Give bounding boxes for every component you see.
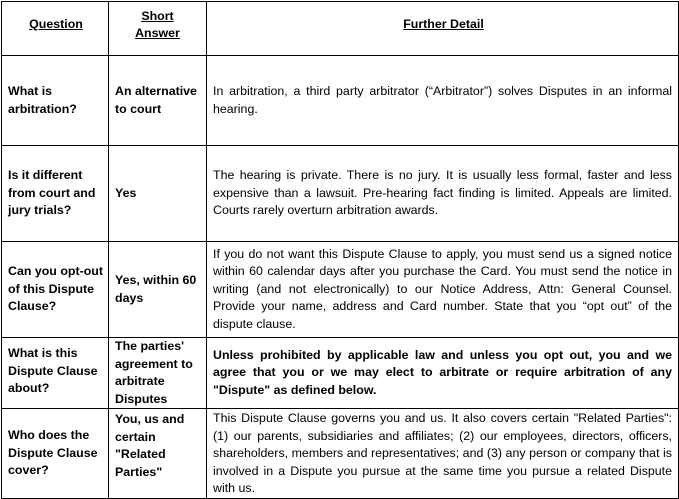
- table-row: [2, 242, 679, 338]
- dispute-clause-faq-table: [1, 1, 679, 499]
- question-cell: Who does the Dispute Clause cover?: [2, 409, 109, 499]
- short-answer-cell: An alternative to court: [109, 56, 207, 146]
- question-cell: Can you opt-out of this Dispute Clause?: [2, 242, 109, 338]
- table-row: [2, 409, 679, 499]
- header-question: Question: [2, 2, 109, 56]
- header-further-detail: Further Detail: [207, 2, 679, 56]
- short-answer-cell: You, us and certain "Related Parties": [109, 409, 207, 499]
- short-answer-cell: The parties' agreement to arbitrate Disputes: [109, 338, 207, 409]
- faq-table-container: [1, 1, 679, 499]
- question-cell: What is this Dispute Clause about?: [2, 338, 109, 409]
- header-row: [2, 2, 679, 56]
- question-cell: Is it different from court and jury trials?: [2, 146, 109, 242]
- detail-cell: This Dispute Clause governs you and us. It also covers certain "Related Parties": (1) our parents, subsidiaries and affiliates; (2) our employees, directors, officers, shareholders, members and representatives; and (3) any person or company that is involved in a Dispute you pursue at the same time you pursue a related Dispute with us.: [207, 409, 679, 499]
- table-row: [2, 56, 679, 146]
- header-short-answer: Short Answer: [109, 2, 207, 56]
- table-row: [2, 146, 679, 242]
- short-answer-cell: Yes, within 60 days: [109, 242, 207, 338]
- question-cell: What is arbitration?: [2, 56, 109, 146]
- detail-cell: In arbitration, a third party arbitrator (“Arbitrator”) solves Disputes in an informal hearing.: [207, 56, 679, 146]
- detail-cell: If you do not want this Dispute Clause to apply, you must send us a signed notice within 60 calendar days after you purchase the Card. You must send the notice in writing (and not electronically) to our Notice Address, Attn: General Counsel. Provide your name, address and Card number. State that you “opt out” of the dispute clause.: [207, 242, 679, 338]
- short-answer-cell: Yes: [109, 146, 207, 242]
- detail-cell: Unless prohibited by applicable law and unless you opt out, you and we agree that you or we may elect to arbitrate or require arbitration of any "Dispute" as defined below.: [207, 338, 679, 409]
- detail-cell: The hearing is private. There is no jury. It is usually less formal, faster and less expensive than a lawsuit. Pre-hearing fact finding is limited. Appeals are limited. Courts rarely overturn arbitration awards.: [207, 146, 679, 242]
- table-row: [2, 338, 679, 409]
